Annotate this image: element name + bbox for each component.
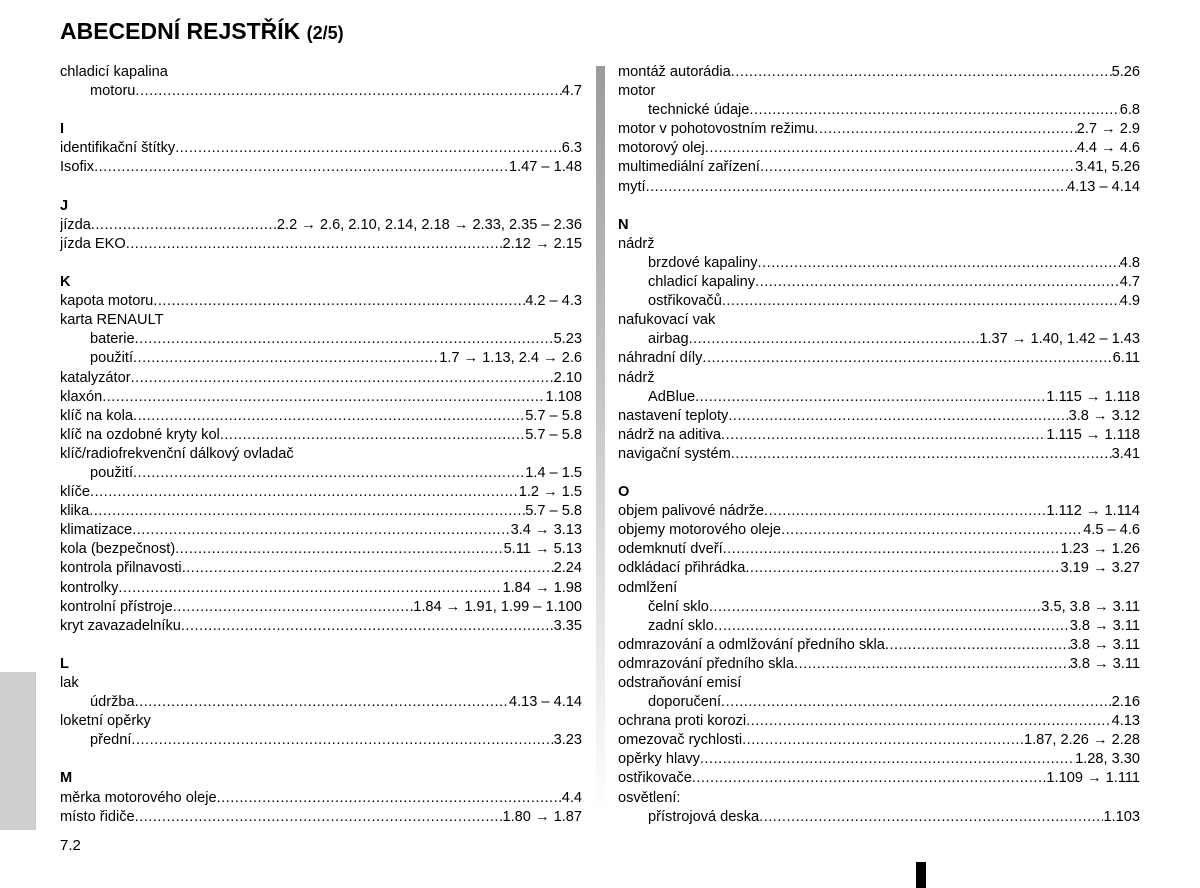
entry-term: montáž autorádia [618,64,731,80]
entry-page-ref: 1.112 → 1.114 [1046,503,1140,520]
section-letter-text: K [60,274,71,291]
index-column-left [60,63,582,827]
entry-page-ref: 5.7 – 5.8 [525,503,582,520]
entry-term: čelní sklo [648,598,709,615]
entry-term: jízda [60,216,91,233]
dot-leader [135,330,554,349]
entry-page-ref: 5.7 – 5.8 [525,426,582,443]
dot-leader [181,617,554,636]
entry-term: kryt zavazadelníku [60,617,181,634]
chapter-tab [0,672,36,830]
entry-page-ref: 1.108 [545,388,582,405]
dot-leader [133,407,525,426]
entry-term: klimatizace [60,522,133,539]
entry-page-ref: 2.24 [553,560,582,577]
column-divider [596,66,605,818]
index-entry [60,292,582,311]
index-entry [60,808,582,827]
index-subentry [60,693,582,712]
index-entry [60,521,582,540]
section-letter [618,483,1140,502]
dot-leader [728,407,1068,426]
entry-page-ref: 1.28, 3.30 [1075,751,1140,768]
index-entry [618,521,1140,540]
section-gap [60,750,582,769]
dot-leader [217,789,562,808]
index-entry [60,426,582,445]
dot-leader [721,426,1046,445]
index-heading [618,789,1140,808]
index-subentry [60,82,582,101]
entry-term: odmrazování a odmlžování předního skla [618,636,885,653]
dot-leader [764,502,1046,521]
dot-leader [885,636,1070,655]
dot-leader [695,388,1046,407]
section-letter [618,216,1140,235]
dot-leader [132,521,510,540]
entry-page-ref: 4.8 [1119,254,1140,271]
entry-page-ref: 1.103 [1103,808,1140,825]
entry-term: klíč na ozdobné kryty kol [60,426,220,443]
entry-term: údržba [90,694,135,711]
entry-term: Isofix [60,159,95,176]
index-subentry [60,349,582,368]
entry-term: brzdové kapaliny [648,254,758,271]
index-entry [60,216,582,235]
entry-term: nádrž na aditiva [618,426,722,443]
dot-leader [723,540,1061,559]
index-heading-text: odmlžení [618,579,678,596]
entry-page-ref: 2.2 → 2.6, 2.10, 2.14, 2.18 → 2.33, 2.35 – 2.36 [276,216,582,233]
entry-term: technické údaje [648,102,750,119]
entry-term: motoru [90,83,136,100]
index-subentry [618,693,1140,712]
index-heading-text: klíč/radiofrekvenční dálkový ovladač [60,445,294,462]
entry-term: ostřikovačů [648,293,722,310]
entry-page-ref: 1.84 → 1.98 [502,579,582,596]
section-gap [60,254,582,273]
index-subentry [618,254,1140,273]
entry-term: omezovač rychlosti [618,732,743,749]
entry-page-ref: 6.8 [1119,102,1140,119]
section-letter [60,769,582,788]
section-letter [60,197,582,216]
dot-leader [742,731,1024,750]
dot-leader [153,292,525,311]
index-entry [60,789,582,808]
dot-leader [814,120,1076,139]
entry-page-ref: 4.9 [1119,293,1140,310]
index-entry [60,540,582,559]
dot-leader [700,750,1075,769]
entry-term: klaxón [60,388,103,405]
entry-term: použití [90,464,133,481]
entry-page-ref: 3.4 → 3.13 [510,522,582,539]
dot-leader [794,655,1070,674]
entry-term: objemy motorového oleje [618,522,782,539]
dot-leader [91,216,277,235]
index-entry [60,483,582,502]
section-letter-text: N [618,216,629,233]
entry-page-ref: 6.3 [561,140,582,157]
index-heading [618,579,1140,598]
entry-term: klíč na kola [60,407,134,424]
index-entry [60,502,582,521]
entry-term: kapota motoru [60,293,154,310]
index-entry [60,579,582,598]
dot-leader [755,273,1120,292]
index-heading [60,674,582,693]
entry-term: mytí [618,178,646,195]
index-subentry [618,598,1140,617]
entry-page-ref: 4.4 [561,789,582,806]
dot-leader [689,330,980,349]
section-letter-text: I [60,121,65,138]
dot-leader [175,139,562,158]
dot-leader [131,369,554,388]
index-entry [618,139,1140,158]
index-entry [618,63,1140,82]
dot-leader [118,579,502,598]
page-title-text: ABECEDNÍ REJSTŘÍK [60,18,301,44]
dot-leader [220,426,525,445]
index-entry [618,540,1140,559]
entry-page-ref: 1.109 → 1.111 [1046,770,1140,787]
index-entry [60,407,582,426]
index-entry [618,502,1140,521]
entry-page-ref: 1.47 – 1.48 [508,159,582,176]
entry-term: objem palivové nádrže [618,503,765,520]
dot-leader [731,63,1112,82]
index-heading [60,712,582,731]
entry-page-ref: 5.26 [1111,64,1140,80]
entry-term: doporučení [648,694,722,711]
entry-page-ref: 1.87, 2.26 → 2.28 [1023,732,1140,749]
dot-leader [94,158,509,177]
entry-term: náhradní díly [618,350,703,367]
entry-term: místo řidiče [60,808,135,825]
entry-page-ref: 5.23 [553,331,582,348]
index-entry [60,369,582,388]
index-entry [618,655,1140,674]
page-number: 7.2 [60,837,81,854]
index-heading [618,369,1140,388]
entry-term: navigační systém [618,445,731,462]
entry-term: kontrolky [60,579,119,596]
dot-leader [135,693,509,712]
index-entry [60,617,582,636]
index-heading-text: osvětlení: [618,789,681,806]
dot-leader [759,808,1103,827]
dot-leader [175,540,503,559]
dot-leader [133,464,525,483]
index-heading-text: karta RENAULT [60,312,164,329]
index-entry [618,349,1140,368]
dot-leader [89,502,525,521]
dot-leader [182,559,554,578]
index-entry [618,426,1140,445]
entry-page-ref: 2.16 [1111,694,1140,711]
corner-mark [916,862,926,888]
section-gap [618,197,1140,216]
section-letter-text: M [60,770,73,787]
section-gap [60,636,582,655]
entry-term: jízda EKO [60,235,126,252]
dot-leader [135,82,561,101]
index-entry [618,731,1140,750]
entry-page-ref: 4.5 – 4.6 [1083,522,1140,539]
index-heading-text: odstraňování emisí [618,675,742,691]
dot-leader [731,445,1112,464]
index-entry [618,712,1140,731]
entry-page-ref: 3.8 → 3.11 [1069,655,1140,672]
entry-term: klika [60,503,90,520]
dot-leader [102,388,545,407]
entry-term: identifikační štítky [60,140,176,157]
index-entry [618,407,1140,426]
dot-leader [131,731,553,750]
entry-term: kontrolní přístroje [60,598,173,615]
section-gap [60,178,582,197]
entry-page-ref: 4.13 – 4.14 [508,694,582,711]
dot-leader [746,712,1111,731]
dot-leader [705,139,1077,158]
entry-page-ref: 3.8 → 3.12 [1068,407,1140,424]
index-heading-text: nádrž [618,369,655,386]
index-entry [618,750,1140,769]
entry-page-ref: 5.7 – 5.8 [525,407,582,424]
entry-term: odemknutí dveří [618,541,723,558]
entry-page-ref: 1.4 – 1.5 [525,464,582,481]
entry-page-ref: 2.10 [553,369,582,386]
entry-page-ref: 1.7 → 1.13, 2.4 → 2.6 [439,350,582,367]
index-subentry [618,388,1140,407]
index-entry [60,559,582,578]
dot-leader [722,292,1120,311]
section-letter [60,120,582,139]
entry-term: odmrazování předního skla [618,655,795,672]
index-entry [60,598,582,617]
index-entry [60,235,582,254]
section-letter [60,655,582,674]
index-entry [60,139,582,158]
index-heading [618,311,1140,330]
index-subentry [618,101,1140,120]
index-entry [618,636,1140,655]
index-heading [618,235,1140,254]
dot-leader [646,178,1067,197]
section-letter-text: J [60,197,69,214]
index-entry [60,158,582,177]
entry-term: multimediální zařízení [618,159,760,176]
dot-leader [749,101,1119,120]
entry-term: použití [90,350,133,367]
entry-term: katalyzátor [60,369,131,386]
entry-term: přístrojová deska [648,808,760,825]
dot-leader [133,349,439,368]
entry-page-ref: 6.11 [1112,350,1140,367]
dot-leader [758,254,1120,273]
index-entry [618,178,1140,197]
entry-term: zadní sklo [648,617,714,634]
entry-page-ref: 5.11 → 5.13 [503,541,582,558]
dot-leader [745,559,1060,578]
entry-page-ref: 3.19 → 3.27 [1060,560,1140,577]
entry-page-ref: 3.5, 3.8 → 3.11 [1041,598,1140,615]
index-entry [618,559,1140,578]
entry-page-ref: 3.35 [553,617,582,634]
entry-page-ref: 3.23 [553,732,582,749]
index-subentry [618,292,1140,311]
entry-page-ref: 1.80 → 1.87 [502,808,582,825]
page-title-part: (2/5) [306,23,344,43]
entry-page-ref: 1.115 → 1.118 [1046,388,1140,405]
page-title [60,18,344,45]
dot-leader [714,617,1070,636]
index-column-right [618,63,1140,827]
index-heading [618,674,1140,693]
entry-page-ref: 3.41 [1111,445,1140,462]
index-subentry [618,330,1140,349]
entry-term: baterie [90,331,135,348]
index-heading-text: lak [60,675,79,691]
dot-leader [709,598,1041,617]
index-heading-text: nádrž [618,235,655,252]
entry-page-ref: 4.4 → 4.6 [1076,140,1140,157]
entry-term: přední [90,732,132,749]
index-subentry [618,808,1140,827]
entry-term: chladicí kapaliny [648,274,756,291]
dot-leader [135,808,503,827]
entry-term: měrka motorového oleje [60,789,217,806]
entry-term: AdBlue [648,388,696,405]
index-subentry [60,464,582,483]
index-subentry [618,617,1140,636]
entry-page-ref: 3.8 → 3.11 [1069,617,1140,634]
index-entry [60,388,582,407]
entry-term: klíče [60,484,91,501]
index-entry [618,120,1140,139]
entry-page-ref: 1.37 → 1.40, 1.42 – 1.43 [979,331,1140,348]
index-subentry [618,273,1140,292]
entry-term: odkládací přihrádka [618,560,746,577]
entry-term: motor v pohotovostním režimu [618,121,815,138]
entry-term: kola (bezpečnost) [60,541,176,558]
index-entry [618,769,1140,788]
section-gap [60,101,582,120]
index-subentry [60,330,582,349]
dot-leader [721,693,1112,712]
entry-page-ref: 2.7 → 2.9 [1076,121,1140,138]
index-heading-text: nafukovací vak [618,312,716,329]
dot-leader [760,158,1075,177]
index-heading-text: motor [618,83,656,100]
section-letter [60,273,582,292]
entry-page-ref: 4.13 – 4.14 [1066,178,1140,195]
index-heading [60,445,582,464]
entry-term: nastavení teploty [618,407,729,424]
entry-term: ochrana proti korozi [618,713,747,730]
dot-leader [126,235,503,254]
index-heading [60,311,582,330]
entry-page-ref: 1.23 → 1.26 [1060,541,1140,558]
entry-page-ref: 4.2 – 4.3 [525,293,582,310]
index-entry [618,445,1140,464]
entry-page-ref: 1.2 → 1.5 [518,484,582,501]
entry-page-ref: 4.7 [561,83,582,100]
entry-page-ref: 4.7 [1119,274,1140,291]
dot-leader [692,769,1047,788]
section-letter-text: L [60,655,69,672]
index-entry [618,158,1140,177]
entry-page-ref: 2.12 → 2.15 [502,235,582,252]
entry-page-ref: 3.41, 5.26 [1075,159,1140,176]
section-letter-text: O [618,484,630,501]
index-heading-text: loketní opěrky [60,713,151,730]
entry-term: airbag [648,331,689,348]
index-heading-text: chladicí kapalina [60,64,168,80]
index-heading [618,82,1140,101]
entry-term: kontrola přilnavosti [60,560,182,577]
entry-page-ref: 4.13 [1111,713,1140,730]
entry-page-ref: 1.115 → 1.118 [1046,426,1140,443]
entry-page-ref: 3.8 → 3.11 [1069,636,1140,653]
dot-leader [702,349,1112,368]
entry-term: motorový olej [618,140,705,157]
entry-page-ref: 1.84 → 1.91, 1.99 – 1.100 [413,598,582,615]
section-gap [618,464,1140,483]
index-subentry [60,731,582,750]
dot-leader [173,598,413,617]
dot-leader [781,521,1083,540]
entry-term: ostřikovače [618,770,692,787]
index-heading [60,63,582,82]
dot-leader [90,483,519,502]
entry-term: opěrky hlavy [618,751,700,768]
